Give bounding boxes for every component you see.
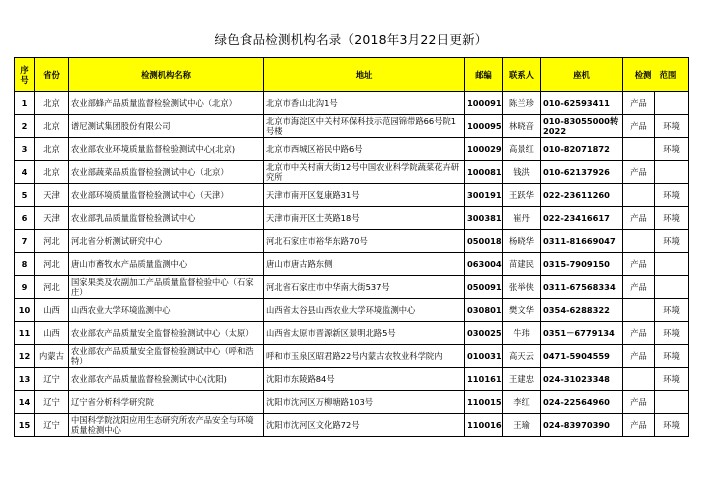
cell-phone: 024-22564960 — [541, 391, 623, 414]
table-row — [15, 253, 689, 276]
table-row — [15, 414, 689, 437]
table-row — [15, 207, 689, 230]
cell-scope1: 产品 — [623, 115, 655, 138]
cell-phone: 010-82071872 — [541, 138, 623, 161]
cell-scope1: 产品 — [623, 345, 655, 368]
cell-postcode: 100091 — [465, 92, 503, 115]
cell-contact: 林晓音 — [503, 115, 541, 138]
cell-name: 山西农业大学环境监测中心 — [69, 299, 264, 322]
cell-postcode: 100095 — [465, 115, 503, 138]
cell-province: 天津 — [35, 184, 69, 207]
cell-scope2: 环境 — [655, 207, 689, 230]
cell-phone: 024-31023348 — [541, 368, 623, 391]
cell-phone: 0311-67568334 — [541, 276, 623, 299]
table-row — [15, 230, 689, 253]
cell-contact: 王瑜 — [503, 414, 541, 437]
cell-province: 山西 — [35, 299, 69, 322]
table-row — [15, 138, 689, 161]
cell-scope2: 环境 — [655, 115, 689, 138]
cell-seq: 10 — [15, 299, 35, 322]
cell-address: 山西省太原市晋源新区景明北路5号 — [264, 322, 465, 345]
cell-seq: 2 — [15, 115, 35, 138]
institution-table — [14, 57, 689, 437]
cell-address: 呼和市玉泉区昭君路22号内蒙古农牧业科学院内 — [264, 345, 465, 368]
cell-postcode: 300381 — [465, 207, 503, 230]
cell-contact: 钱洪 — [503, 161, 541, 184]
cell-address: 北京市西城区裕民中路6号 — [264, 138, 465, 161]
cell-address: 沈阳市沈河区万柳塘路103号 — [264, 391, 465, 414]
table-row — [15, 115, 689, 138]
cell-address: 北京市中关村南大街12号中国农业科学院蔬菜花卉研究所 — [264, 161, 465, 184]
cell-name: 农业部环境质量监督检验测试中心（天津） — [69, 184, 264, 207]
cell-seq: 1 — [15, 92, 35, 115]
table-row — [15, 345, 689, 368]
cell-phone: 010-62137926 — [541, 161, 623, 184]
cell-province: 辽宁 — [35, 368, 69, 391]
cell-province: 河北 — [35, 253, 69, 276]
cell-address: 天津市南开区复康路31号 — [264, 184, 465, 207]
cell-province: 辽宁 — [35, 414, 69, 437]
cell-postcode: 100029 — [465, 138, 503, 161]
cell-contact: 苗建民 — [503, 253, 541, 276]
cell-phone: 0354-6288322 — [541, 299, 623, 322]
cell-scope2: 环境 — [655, 322, 689, 345]
cell-scope2: 环境 — [655, 230, 689, 253]
cell-postcode: 110161 — [465, 368, 503, 391]
cell-scope1: 产品 — [623, 207, 655, 230]
cell-scope1: 产品 — [623, 414, 655, 437]
table-row — [15, 391, 689, 414]
cell-postcode: 300191 — [465, 184, 503, 207]
cell-scope1: 产品 — [623, 161, 655, 184]
cell-scope2 — [655, 92, 689, 115]
cell-seq: 3 — [15, 138, 35, 161]
cell-scope2 — [655, 253, 689, 276]
cell-contact: 李红 — [503, 391, 541, 414]
cell-address: 山西省太谷县山西农业大学环境监测中心 — [264, 299, 465, 322]
cell-seq: 14 — [15, 391, 35, 414]
cell-province: 北京 — [35, 161, 69, 184]
cell-name: 农业部农产品质量监督检验测试中心(沈阳) — [69, 368, 264, 391]
header-seq: 序号 — [15, 58, 35, 92]
cell-seq: 13 — [15, 368, 35, 391]
cell-name: 农业部农产品质量安全监督检验测试中心（太原） — [69, 322, 264, 345]
cell-contact: 崔丹 — [503, 207, 541, 230]
cell-scope2 — [655, 391, 689, 414]
cell-address: 沈阳市沈河区文化路72号 — [264, 414, 465, 437]
cell-seq: 6 — [15, 207, 35, 230]
cell-province: 天津 — [35, 207, 69, 230]
cell-scope2: 环境 — [655, 345, 689, 368]
cell-phone: 024-83970390 — [541, 414, 623, 437]
cell-scope2: 环境 — [655, 414, 689, 437]
cell-address: 北京市香山北沟1号 — [264, 92, 465, 115]
cell-seq: 7 — [15, 230, 35, 253]
cell-name: 中国科学院沈阳应用生态研究所农产品安全与环境质量检测中心 — [69, 414, 264, 437]
cell-address: 天津市南开区士英路18号 — [264, 207, 465, 230]
cell-seq: 11 — [15, 322, 35, 345]
header-postcode: 邮编 — [465, 58, 503, 92]
cell-phone: 0351－6779134 — [541, 322, 623, 345]
cell-postcode: 050091 — [465, 276, 503, 299]
table-row — [15, 299, 689, 322]
cell-postcode: 110015 — [465, 391, 503, 414]
cell-scope2: 环境 — [655, 368, 689, 391]
cell-scope1 — [623, 230, 655, 253]
cell-province: 内蒙古 — [35, 345, 69, 368]
table-row — [15, 161, 689, 184]
cell-seq: 5 — [15, 184, 35, 207]
cell-phone: 010-62593411 — [541, 92, 623, 115]
cell-address: 唐山市唐古路东侧 — [264, 253, 465, 276]
cell-name: 农业部蜂产品质量监督检验测试中心（北京） — [69, 92, 264, 115]
cell-contact: 樊文华 — [503, 299, 541, 322]
header-contact: 联系人 — [503, 58, 541, 92]
cell-address: 河北省石家庄市中华南大街537号 — [264, 276, 465, 299]
cell-scope2: 环境 — [655, 299, 689, 322]
cell-seq: 4 — [15, 161, 35, 184]
cell-name: 农业部蔬菜品质监督检验测试中心（北京） — [69, 161, 264, 184]
cell-scope1 — [623, 138, 655, 161]
cell-name: 辽宁省分析科学研究院 — [69, 391, 264, 414]
cell-postcode: 030025 — [465, 322, 503, 345]
cell-scope2: 环境 — [655, 184, 689, 207]
cell-name: 农业部农产品质量安全监督检验测试中心（呼和浩特） — [69, 345, 264, 368]
cell-postcode: 063004 — [465, 253, 503, 276]
cell-phone: 022-23611260 — [541, 184, 623, 207]
table-row — [15, 276, 689, 299]
cell-address: 北京市海淀区中关村环保科技示范园锦带路66号院1号楼 — [264, 115, 465, 138]
cell-postcode: 010031 — [465, 345, 503, 368]
cell-scope1: 产品 — [623, 253, 655, 276]
cell-scope2 — [655, 276, 689, 299]
header-address: 地址 — [264, 58, 465, 92]
cell-phone: 010-83055000转2022 — [541, 115, 623, 138]
cell-name: 唐山市畜牧水产品质量监测中心 — [69, 253, 264, 276]
cell-scope1 — [623, 299, 655, 322]
cell-contact: 杨晓华 — [503, 230, 541, 253]
cell-seq: 15 — [15, 414, 35, 437]
cell-phone: 0315-7909150 — [541, 253, 623, 276]
cell-name: 农业部乳品质量监督检验测试中心 — [69, 207, 264, 230]
cell-address: 河北石家庄市裕华东路70号 — [264, 230, 465, 253]
cell-scope2 — [655, 161, 689, 184]
cell-phone: 0471-5904559 — [541, 345, 623, 368]
cell-scope1 — [623, 184, 655, 207]
cell-contact: 高天云 — [503, 345, 541, 368]
cell-scope2: 环境 — [655, 138, 689, 161]
cell-province: 河北 — [35, 276, 69, 299]
cell-province: 河北 — [35, 230, 69, 253]
cell-province: 山西 — [35, 322, 69, 345]
table-body — [15, 92, 689, 437]
cell-postcode: 030801 — [465, 299, 503, 322]
cell-scope1: 产品 — [623, 92, 655, 115]
cell-name: 谱尼测试集团股份有限公司 — [69, 115, 264, 138]
cell-scope1: 产品 — [623, 391, 655, 414]
cell-phone: 022-23416617 — [541, 207, 623, 230]
cell-phone: 0311-81669047 — [541, 230, 623, 253]
cell-contact: 张举侠 — [503, 276, 541, 299]
cell-scope1: 产品 — [623, 276, 655, 299]
cell-contact: 高景红 — [503, 138, 541, 161]
cell-postcode: 100081 — [465, 161, 503, 184]
document-title: 绿色食品检测机构名录（2018年3月22日更新） — [214, 32, 488, 47]
cell-name: 农业部农业环境质量监督检验测试中心(北京) — [69, 138, 264, 161]
cell-province: 北京 — [35, 138, 69, 161]
cell-province: 辽宁 — [35, 391, 69, 414]
table-row — [15, 184, 689, 207]
cell-province: 北京 — [35, 115, 69, 138]
table-row — [15, 368, 689, 391]
table-row — [15, 322, 689, 345]
cell-seq: 8 — [15, 253, 35, 276]
cell-contact: 陈兰珍 — [503, 92, 541, 115]
cell-seq: 12 — [15, 345, 35, 368]
cell-address: 沈阳市东陵路84号 — [264, 368, 465, 391]
cell-name: 河北省分析测试研究中心 — [69, 230, 264, 253]
cell-postcode: 050018 — [465, 230, 503, 253]
cell-name: 国家果类及农副加工产品质量监督检验中心（石家庄） — [69, 276, 264, 299]
cell-province: 北京 — [35, 92, 69, 115]
header-scope: 检测 范围 — [623, 58, 689, 92]
cell-scope1 — [623, 368, 655, 391]
cell-postcode: 110016 — [465, 414, 503, 437]
cell-scope1: 产品 — [623, 322, 655, 345]
cell-contact: 王跃华 — [503, 184, 541, 207]
header-name: 检测机构名称 — [69, 58, 264, 92]
header-province: 省份 — [35, 58, 69, 92]
header-phone: 座机 — [541, 58, 623, 92]
cell-seq: 9 — [15, 276, 35, 299]
cell-contact: 王建忠 — [503, 368, 541, 391]
cell-contact: 牛玮 — [503, 322, 541, 345]
header-row — [15, 58, 689, 92]
table-row — [15, 92, 689, 115]
